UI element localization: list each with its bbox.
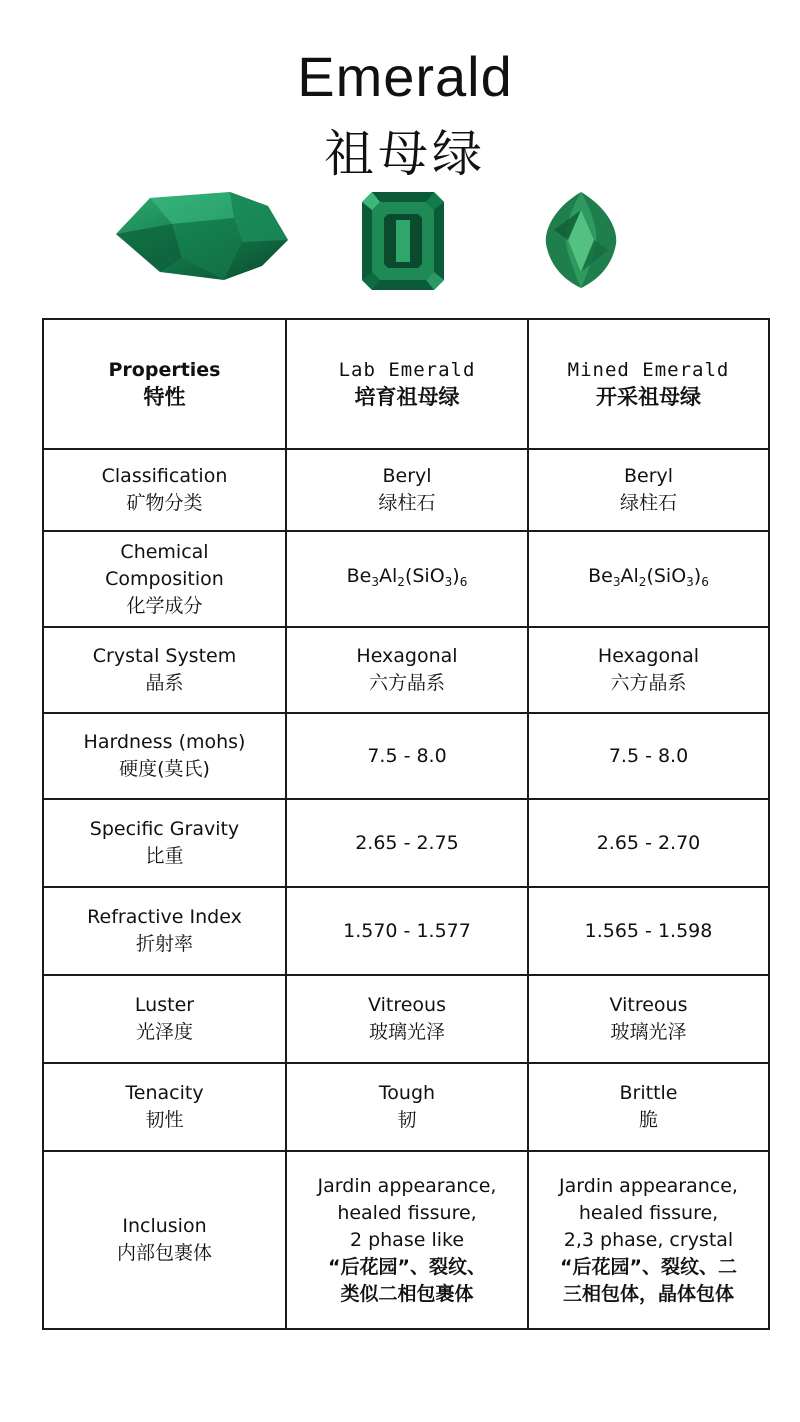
header-lab-zh: 培育祖母绿 <box>354 385 460 409</box>
row-label <box>43 627 286 713</box>
label-line: Specific Gravity <box>89 818 240 840</box>
value-line: 六方晶系 <box>610 672 687 694</box>
label-line: Refractive Index <box>87 906 242 928</box>
value-line: Jardin appearance, <box>559 1174 738 1197</box>
rough-emerald-image <box>112 188 290 284</box>
table-row <box>43 1151 769 1329</box>
page-title: Emerald <box>297 45 513 108</box>
mined-value <box>528 1151 769 1329</box>
lab-value <box>286 1151 528 1329</box>
lab-value <box>286 887 528 975</box>
label-line: 比重 <box>145 845 184 867</box>
value-line: Vitreous <box>609 994 688 1016</box>
value-line: 2.65 - 2.75 <box>355 831 459 854</box>
marquise-cut-image <box>542 190 620 290</box>
label-line: Classification <box>101 465 228 487</box>
value-line: 玻璃光泽 <box>610 1021 687 1043</box>
value-line: Beryl <box>623 465 674 487</box>
label-line: 化学成分 <box>126 594 203 617</box>
value-line: healed fissure, <box>337 1201 477 1224</box>
value-line: 2,3 phase, crystal <box>563 1228 734 1251</box>
lab-value <box>286 799 528 887</box>
properties-table <box>42 318 770 1330</box>
value-line-zh: “后花园”、裂纹、二 <box>560 1255 737 1278</box>
label-line: 折射率 <box>135 933 193 955</box>
value-line: Hexagonal <box>597 645 700 667</box>
label-line: 内部包裹体 <box>116 1242 212 1264</box>
header-mined-emerald <box>528 319 769 449</box>
mined-value <box>528 449 769 531</box>
header-properties-en: Properties <box>108 359 221 381</box>
row-label <box>43 449 286 531</box>
mined-value <box>528 1063 769 1151</box>
page-title-chinese: 祖母绿 <box>324 125 486 183</box>
label-line: Tenacity <box>125 1082 204 1104</box>
value-line: Jardin appearance, <box>317 1174 497 1197</box>
value-line: 2 phase like <box>349 1228 465 1251</box>
lab-value <box>286 1063 528 1151</box>
label-line: 矿物分类 <box>126 492 203 514</box>
value-line: 六方晶系 <box>368 672 445 694</box>
value-line: 脆 <box>638 1109 658 1131</box>
header-mined-en: Mined Emerald <box>567 359 730 381</box>
mined-value <box>528 975 769 1063</box>
value-line: Beryl <box>382 465 432 487</box>
lab-value <box>286 449 528 531</box>
value-line: 绿柱石 <box>619 492 677 514</box>
header-properties-zh: 特性 <box>143 385 186 409</box>
value-line: 玻璃光泽 <box>368 1021 445 1043</box>
label-line: 光泽度 <box>135 1021 193 1043</box>
header-lab-emerald <box>286 319 528 449</box>
value-line: 2.65 - 2.70 <box>596 831 701 854</box>
label-line: Crystal System <box>92 645 237 667</box>
row-label <box>43 713 286 799</box>
label-line: Hardness (mohs) <box>83 731 246 753</box>
lab-value <box>286 713 528 799</box>
table-row <box>43 627 769 713</box>
chemical-formula: $Be_3Al_2(SiO_3)_6$ <box>346 564 468 589</box>
label-line: Composition <box>105 567 224 590</box>
mined-value <box>528 799 769 887</box>
value-line: Brittle <box>619 1082 678 1104</box>
table-row <box>43 1063 769 1151</box>
table-row <box>43 531 769 627</box>
label-line: 硬度(莫氏) <box>119 758 210 780</box>
header-mined-zh: 开采祖母绿 <box>596 385 701 409</box>
mined-value <box>528 627 769 713</box>
header-properties <box>43 319 286 449</box>
row-label <box>43 1063 286 1151</box>
table-row <box>43 799 769 887</box>
value-line: Hexagonal <box>356 645 458 667</box>
value-line-zh: 类似二相包裹体 <box>340 1282 474 1305</box>
mined-value <box>528 887 769 975</box>
value-line: 韧 <box>397 1109 417 1131</box>
lab-value <box>286 627 528 713</box>
lab-value <box>286 975 528 1063</box>
value-line: 7.5 - 8.0 <box>367 744 447 767</box>
value-line: 1.565 - 1.598 <box>584 919 713 942</box>
value-line: 绿柱石 <box>378 492 436 514</box>
table-row <box>43 713 769 799</box>
label-line: 韧性 <box>145 1109 184 1131</box>
value-line: Vitreous <box>368 994 446 1016</box>
row-label <box>43 887 286 975</box>
emerald-cut-image <box>360 190 446 292</box>
row-label <box>43 1151 286 1329</box>
mined-value <box>528 531 769 627</box>
table-row <box>43 975 769 1063</box>
value-line: 7.5 - 8.0 <box>608 744 689 767</box>
mined-value <box>528 713 769 799</box>
value-line-zh: “后花园”、裂纹、 <box>328 1255 486 1278</box>
table-row <box>43 887 769 975</box>
label-line: 晶系 <box>145 672 184 694</box>
value-line: 1.570 - 1.577 <box>343 919 471 942</box>
row-label <box>43 799 286 887</box>
label-line: Chemical <box>120 540 209 563</box>
table-row <box>43 449 769 531</box>
label-line: Inclusion <box>122 1215 207 1237</box>
lab-value <box>286 531 528 627</box>
row-label <box>43 531 286 627</box>
value-line: healed fissure, <box>578 1201 719 1224</box>
header-lab-en: Lab Emerald <box>338 359 476 381</box>
value-line: Tough <box>378 1082 436 1104</box>
table-header-row <box>43 319 769 449</box>
label-line: Luster <box>134 994 195 1016</box>
row-label <box>43 975 286 1063</box>
value-line-zh: 三相包体，晶体包体 <box>562 1282 734 1305</box>
chemical-formula: $Be_3Al_2(SiO_3)_6$ <box>588 564 709 589</box>
